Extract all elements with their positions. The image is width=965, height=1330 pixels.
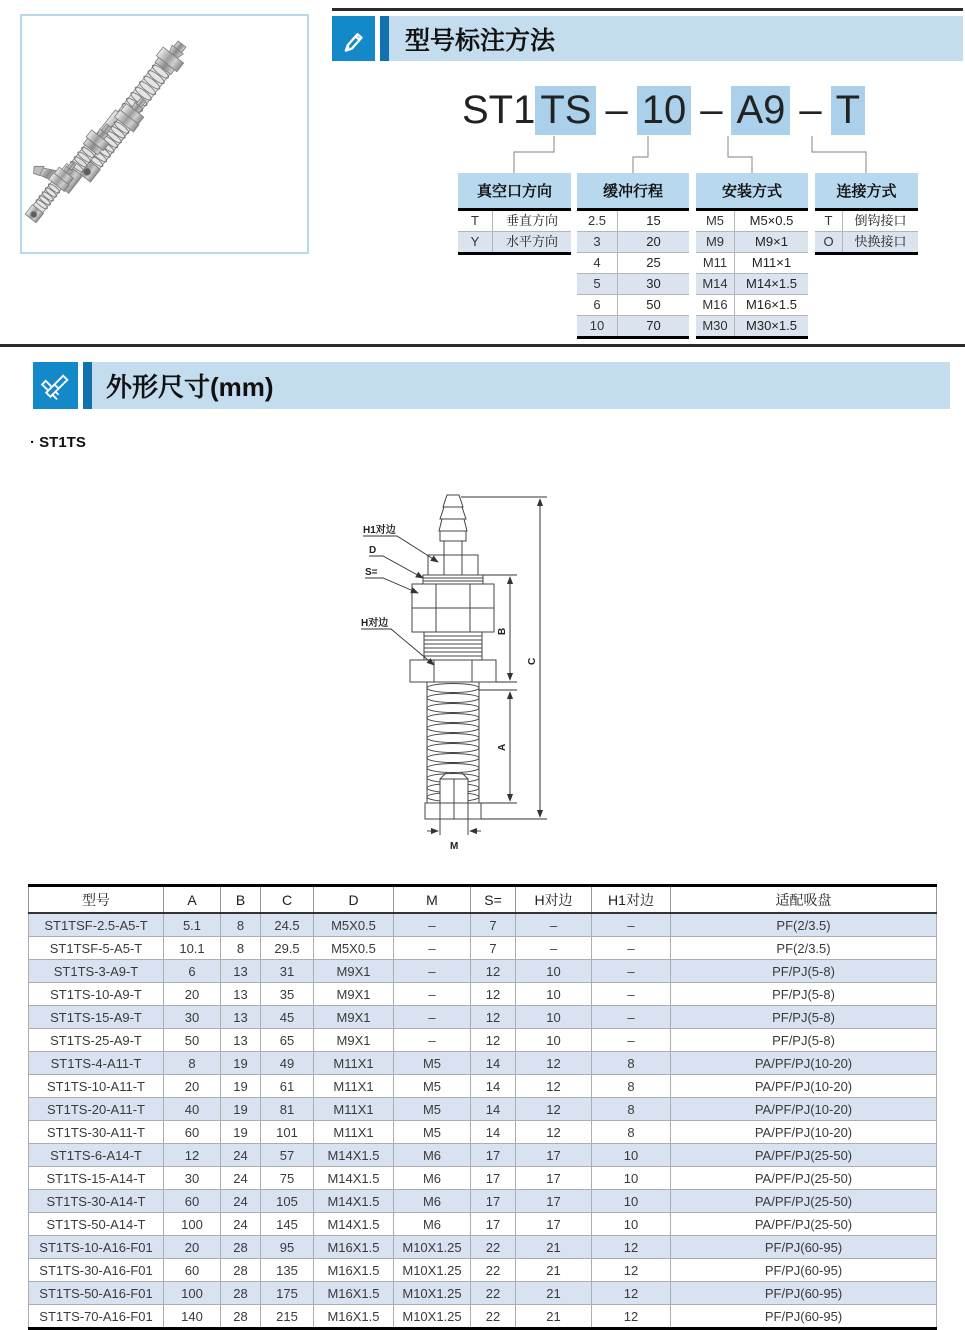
spec-cell: 101 — [261, 1121, 314, 1144]
spec-cell: ST1TS-70-A16-F01 — [29, 1305, 164, 1329]
naming-table-cell: T — [458, 211, 493, 231]
spec-cell: ST1TS-10-A9-T — [29, 983, 164, 1006]
spec-cell: – — [394, 1029, 471, 1052]
spec-cell: ST1TS-3-A9-T — [29, 960, 164, 983]
model-segment-mount: A9 — [731, 86, 790, 135]
spec-cell: M5 — [394, 1075, 471, 1098]
spec-col-header: H1对边 — [592, 886, 671, 914]
naming-section-title: 型号标注方法 — [405, 26, 556, 55]
naming-table-connection — [815, 173, 918, 255]
spec-cell: ST1TS-50-A16-F01 — [29, 1282, 164, 1305]
naming-table-title: 真空口方向 — [458, 173, 571, 211]
spec-cell: 17 — [516, 1190, 592, 1213]
spec-cell: 100 — [164, 1282, 221, 1305]
spec-cell: – — [394, 937, 471, 960]
naming-table-cell: M9 — [696, 232, 735, 252]
spec-cell: – — [592, 937, 671, 960]
spec-row — [29, 1236, 937, 1259]
spec-cell: 28 — [221, 1305, 261, 1329]
naming-table-cell: 垂直方向 — [505, 213, 558, 228]
spec-cell: 75 — [261, 1167, 314, 1190]
naming-table-row — [458, 232, 571, 255]
naming-table-cell: M14 — [696, 274, 735, 294]
naming-table-title: 安装方式 — [696, 173, 808, 211]
spec-cell: 12 — [592, 1259, 671, 1282]
naming-table-row — [458, 211, 571, 232]
naming-table-buffer-stroke — [577, 173, 689, 339]
naming-table-cell: 70 — [646, 318, 661, 333]
spec-cell: ST1TS-15-A9-T — [29, 1006, 164, 1029]
naming-table-row — [577, 295, 689, 316]
spec-cell: M14X1.5 — [314, 1213, 394, 1236]
naming-table-row — [577, 232, 689, 253]
naming-table-cell: M30×1.5 — [746, 318, 797, 333]
spec-cell: ST1TS-6-A14-T — [29, 1144, 164, 1167]
spec-cell: 8 — [592, 1098, 671, 1121]
header-accent-bar — [380, 16, 389, 61]
spec-row — [29, 1052, 937, 1075]
spec-cell: 10 — [592, 1144, 671, 1167]
spec-cell: PF/PJ(60-95) — [671, 1282, 937, 1305]
spec-row — [29, 937, 937, 960]
spec-cell: 95 — [261, 1236, 314, 1259]
spec-cell: PF(2/3.5) — [671, 937, 937, 960]
spec-cell: 60 — [164, 1121, 221, 1144]
spec-cell: M10X1.25 — [394, 1305, 471, 1329]
naming-section-header — [389, 16, 963, 61]
spec-cell: 21 — [516, 1305, 592, 1329]
spec-cell: 19 — [221, 1052, 261, 1075]
spec-cell: 8 — [592, 1121, 671, 1144]
spec-row — [29, 1282, 937, 1305]
naming-table-cell: 倒钩接口 — [854, 213, 907, 228]
spec-cell: PF/PJ(60-95) — [671, 1236, 937, 1259]
naming-table-mounting — [696, 173, 808, 339]
naming-table-cell: 25 — [646, 255, 661, 270]
drawing-label-h: H对边 — [361, 618, 389, 629]
spec-cell: M16X1.5 — [314, 1259, 394, 1282]
model-separator: – — [799, 88, 822, 132]
naming-table-row — [696, 316, 808, 339]
spec-cell: 7 — [471, 913, 516, 937]
spec-cell: M5X0.5 — [314, 913, 394, 937]
spec-cell: 12 — [592, 1282, 671, 1305]
spec-cell: 24 — [221, 1213, 261, 1236]
spec-cell: 10 — [516, 1006, 592, 1029]
product-photo-image — [22, 16, 307, 252]
spec-cell: 12 — [516, 1052, 592, 1075]
spec-cell: 12 — [471, 1006, 516, 1029]
naming-table-row — [696, 274, 808, 295]
spec-cell: M6 — [394, 1144, 471, 1167]
spec-cell: ST1TS-4-A11-T — [29, 1052, 164, 1075]
spec-cell: 12 — [471, 960, 516, 983]
spec-cell: 20 — [164, 1236, 221, 1259]
spec-cell: 10.1 — [164, 937, 221, 960]
spec-cell: 145 — [261, 1213, 314, 1236]
naming-table-title: 缓冲行程 — [577, 173, 689, 211]
naming-table-cell: 30 — [646, 276, 661, 291]
spec-cell: 28 — [221, 1259, 261, 1282]
spec-cell: M5 — [394, 1121, 471, 1144]
naming-table-vacuum-direction — [458, 173, 571, 255]
spec-cell: 6 — [164, 960, 221, 983]
dimensions-section-header — [92, 362, 950, 409]
spec-cell: ST1TSF-2.5-A5-T — [29, 913, 164, 937]
spec-cell: PF/PJ(5-8) — [671, 1006, 937, 1029]
product-photo — [20, 14, 309, 254]
spec-cell: 57 — [261, 1144, 314, 1167]
spec-cell: M11X1 — [314, 1121, 394, 1144]
pencil-icon — [332, 16, 375, 61]
spec-cell: 17 — [471, 1213, 516, 1236]
spec-cell: 60 — [164, 1190, 221, 1213]
spec-cell: 215 — [261, 1305, 314, 1329]
spec-cell: 81 — [261, 1098, 314, 1121]
naming-table-row — [696, 253, 808, 274]
spec-cell: 20 — [164, 983, 221, 1006]
naming-table-cell: 4 — [577, 253, 618, 273]
spec-cell: PA/PF/PJ(10-20) — [671, 1121, 937, 1144]
spec-cell: 21 — [516, 1259, 592, 1282]
spec-cell: PA/PF/PJ(25-50) — [671, 1167, 937, 1190]
spec-row — [29, 983, 937, 1006]
spec-cell: M10X1.25 — [394, 1259, 471, 1282]
spec-cell: M11X1 — [314, 1098, 394, 1121]
naming-table-cell: 50 — [646, 297, 661, 312]
naming-table-row — [577, 274, 689, 295]
spec-cell: – — [516, 913, 592, 937]
naming-table-cell: M5 — [696, 211, 735, 231]
spec-cell: 50 — [164, 1029, 221, 1052]
spec-cell: – — [592, 960, 671, 983]
spec-cell: 21 — [516, 1282, 592, 1305]
spec-cell: 10 — [516, 960, 592, 983]
spec-cell: M5X0.5 — [314, 937, 394, 960]
naming-table-cell: 15 — [646, 213, 661, 228]
spec-cell: 13 — [221, 1029, 261, 1052]
model-segment-connect: T — [831, 86, 865, 135]
spec-cell: 5.1 — [164, 913, 221, 937]
spec-cell: 13 — [221, 960, 261, 983]
spec-cell: 13 — [221, 1006, 261, 1029]
spec-cell: PF/PJ(5-8) — [671, 983, 937, 1006]
spec-cell: PF/PJ(5-8) — [671, 960, 937, 983]
spec-cell: 22 — [471, 1259, 516, 1282]
spec-cell: 19 — [221, 1075, 261, 1098]
spec-cell: 21 — [516, 1236, 592, 1259]
spec-cell: ST1TS-10-A16-F01 — [29, 1236, 164, 1259]
spec-cell: ST1TS-30-A16-F01 — [29, 1259, 164, 1282]
spec-cell: PF/PJ(60-95) — [671, 1305, 937, 1329]
spec-cell: 17 — [471, 1190, 516, 1213]
naming-table-row — [577, 253, 689, 274]
spec-cell: 12 — [516, 1098, 592, 1121]
spec-row — [29, 1029, 937, 1052]
section-divider-rule — [0, 344, 965, 347]
spec-cell: – — [394, 913, 471, 937]
spec-cell: M14X1.5 — [314, 1190, 394, 1213]
spec-cell: M16X1.5 — [314, 1282, 394, 1305]
naming-table-cell: M11×1 — [751, 255, 792, 270]
spec-row — [29, 1167, 937, 1190]
spec-cell: ST1TS-25-A9-T — [29, 1029, 164, 1052]
spec-row — [29, 1121, 937, 1144]
spec-cell: 17 — [471, 1144, 516, 1167]
naming-table-row — [696, 295, 808, 316]
spec-col-header: B — [221, 886, 261, 914]
naming-table-row — [696, 211, 808, 232]
naming-table-cell: M9×1 — [755, 234, 788, 249]
spec-cell: ST1TS-20-A11-T — [29, 1098, 164, 1121]
spec-cell: 10 — [592, 1190, 671, 1213]
spec-cell: M9X1 — [314, 960, 394, 983]
spec-cell: 10 — [516, 1029, 592, 1052]
spec-cell: PF/PJ(60-95) — [671, 1259, 937, 1282]
spec-cell: 10 — [516, 983, 592, 1006]
naming-table-cell: M30 — [696, 316, 735, 336]
spec-cell: 35 — [261, 983, 314, 1006]
naming-table-row — [815, 211, 918, 232]
model-code — [462, 86, 865, 135]
spec-cell: 28 — [221, 1236, 261, 1259]
spec-cell: 17 — [516, 1213, 592, 1236]
naming-table-row — [815, 232, 918, 255]
spec-cell: – — [394, 1006, 471, 1029]
spec-cell: PA/PF/PJ(25-50) — [671, 1144, 937, 1167]
spec-cell: 8 — [592, 1052, 671, 1075]
spec-row — [29, 1259, 937, 1282]
spec-cell: 135 — [261, 1259, 314, 1282]
spec-cell: 10 — [592, 1213, 671, 1236]
spec-cell: 8 — [221, 937, 261, 960]
drawing-dim-c: C — [527, 657, 538, 665]
spec-cell: 12 — [592, 1236, 671, 1259]
spec-cell: 49 — [261, 1052, 314, 1075]
spec-cell: 24 — [221, 1190, 261, 1213]
spec-cell: 140 — [164, 1305, 221, 1329]
spec-cell: M10X1.25 — [394, 1282, 471, 1305]
spec-row — [29, 1213, 937, 1236]
model-prefix: ST1 — [462, 88, 536, 132]
spec-cell: – — [592, 1029, 671, 1052]
spec-cell: M16X1.5 — [314, 1236, 394, 1259]
spec-col-header: M — [394, 886, 471, 914]
spec-cell: 22 — [471, 1282, 516, 1305]
spec-col-header: S= — [471, 886, 516, 914]
naming-table-cell: 水平方向 — [505, 234, 558, 249]
spec-cell: 12 — [592, 1305, 671, 1329]
spec-cell: 40 — [164, 1098, 221, 1121]
naming-table-cell: M14×1.5 — [746, 276, 797, 291]
spec-header-row — [29, 886, 937, 914]
spec-cell: M9X1 — [314, 983, 394, 1006]
top-rule — [332, 8, 963, 11]
naming-table-cell: 快换接口 — [854, 234, 907, 249]
drawing-dim-b: B — [497, 627, 508, 635]
spec-row — [29, 1006, 937, 1029]
spec-cell: M6 — [394, 1213, 471, 1236]
spec-cell: 61 — [261, 1075, 314, 1098]
spec-cell: PF/PJ(5-8) — [671, 1029, 937, 1052]
spec-cell: ST1TS-30-A11-T — [29, 1121, 164, 1144]
naming-table-cell: O — [815, 232, 843, 252]
spec-cell: 12 — [471, 983, 516, 1006]
spec-cell: 29.5 — [261, 937, 314, 960]
spec-cell: 14 — [471, 1052, 516, 1075]
spec-cell: 12 — [516, 1075, 592, 1098]
spec-cell: 17 — [471, 1167, 516, 1190]
spec-cell: M11X1 — [314, 1075, 394, 1098]
spec-cell: 7 — [471, 937, 516, 960]
spec-cell: 24 — [221, 1144, 261, 1167]
spec-col-header: A — [164, 886, 221, 914]
model-separator: – — [700, 88, 723, 132]
spec-cell: 12 — [471, 1029, 516, 1052]
spec-cell: PA/PF/PJ(25-50) — [671, 1190, 937, 1213]
spec-cell: PA/PF/PJ(25-50) — [671, 1213, 937, 1236]
spec-cell: 8 — [221, 913, 261, 937]
spec-cell: 24.5 — [261, 913, 314, 937]
spec-cell: M11X1 — [314, 1052, 394, 1075]
spec-col-header: D — [314, 886, 394, 914]
naming-table-cell: M16×1.5 — [746, 297, 797, 312]
naming-table-row — [577, 211, 689, 232]
spec-cell: 20 — [164, 1075, 221, 1098]
spec-cell: ST1TS-15-A14-T — [29, 1167, 164, 1190]
spec-cell: M14X1.5 — [314, 1144, 394, 1167]
spec-col-header: 适配吸盘 — [671, 886, 937, 914]
spec-cell: 65 — [261, 1029, 314, 1052]
naming-table-cell: T — [815, 211, 843, 231]
spec-cell: 30 — [164, 1006, 221, 1029]
naming-table-cell: 20 — [646, 234, 661, 249]
naming-table-cell: M16 — [696, 295, 735, 315]
spec-cell: 175 — [261, 1282, 314, 1305]
spec-cell: PF(2/3.5) — [671, 913, 937, 937]
spec-cell: M5 — [394, 1098, 471, 1121]
naming-table-cell: 10 — [577, 316, 618, 336]
spec-cell: 12 — [516, 1121, 592, 1144]
spec-cell: – — [592, 913, 671, 937]
spec-cell: 17 — [516, 1167, 592, 1190]
spec-cell: 45 — [261, 1006, 314, 1029]
spec-cell: – — [516, 937, 592, 960]
spec-row — [29, 1144, 937, 1167]
naming-table-cell: 2.5 — [577, 211, 618, 231]
spec-cell: M10X1.25 — [394, 1236, 471, 1259]
naming-table-title: 连接方式 — [815, 173, 918, 211]
drawing-dim-a: A — [497, 743, 508, 751]
spec-cell: ST1TS-10-A11-T — [29, 1075, 164, 1098]
spec-row — [29, 913, 937, 937]
spec-cell: 19 — [221, 1121, 261, 1144]
spec-row — [29, 960, 937, 983]
spec-col-header: 型号 — [29, 886, 164, 914]
spec-cell: 22 — [471, 1236, 516, 1259]
spec-cell: 30 — [164, 1167, 221, 1190]
spec-cell: – — [592, 1006, 671, 1029]
spec-cell: M5 — [394, 1052, 471, 1075]
spec-cell: 10 — [592, 1167, 671, 1190]
spec-cell: M6 — [394, 1167, 471, 1190]
spec-col-header: H对边 — [516, 886, 592, 914]
spec-cell: PA/PF/PJ(10-20) — [671, 1075, 937, 1098]
spec-cell: 13 — [221, 983, 261, 1006]
spec-cell: ST1TSF-5-A5-T — [29, 937, 164, 960]
spec-cell: M9X1 — [314, 1006, 394, 1029]
model-separator: – — [605, 88, 628, 132]
series-label: · ST1TS — [30, 434, 86, 451]
drawing-dim-m: M — [450, 841, 459, 852]
spec-cell: 17 — [516, 1144, 592, 1167]
spec-cell: M14X1.5 — [314, 1167, 394, 1190]
spec-col-header: C — [261, 886, 314, 914]
model-segment-vacuum: TS — [535, 86, 596, 135]
spec-row — [29, 1075, 937, 1098]
spec-row — [29, 1098, 937, 1121]
naming-table-cell: Y — [458, 232, 493, 252]
model-segment-stroke: 10 — [637, 86, 692, 135]
drawing-label-d: D — [369, 545, 377, 556]
spec-cell: PA/PF/PJ(10-20) — [671, 1052, 937, 1075]
spec-row — [29, 1190, 937, 1213]
spec-cell: 8 — [592, 1075, 671, 1098]
spec-cell: PA/PF/PJ(10-20) — [671, 1098, 937, 1121]
spec-cell: 14 — [471, 1121, 516, 1144]
naming-table-cell: 5 — [577, 274, 618, 294]
technical-drawing — [335, 483, 665, 863]
spec-cell: 12 — [164, 1144, 221, 1167]
spec-cell: 19 — [221, 1098, 261, 1121]
spec-cell: 100 — [164, 1213, 221, 1236]
spec-cell: M16X1.5 — [314, 1305, 394, 1329]
spec-cell: M6 — [394, 1190, 471, 1213]
naming-table-cell: 6 — [577, 295, 618, 315]
spec-cell: – — [394, 983, 471, 1006]
caliper-icon — [33, 362, 78, 409]
spec-cell: 14 — [471, 1098, 516, 1121]
spec-cell: ST1TS-50-A14-T — [29, 1213, 164, 1236]
naming-table-cell: M11 — [696, 253, 735, 273]
spec-cell: – — [394, 960, 471, 983]
naming-table-row — [696, 232, 808, 253]
spec-cell: ST1TS-30-A14-T — [29, 1190, 164, 1213]
spec-cell: 24 — [221, 1167, 261, 1190]
header-accent-bar — [83, 362, 92, 409]
spec-cell: 105 — [261, 1190, 314, 1213]
spec-cell: 31 — [261, 960, 314, 983]
naming-table-row — [577, 316, 689, 339]
spec-cell: 8 — [164, 1052, 221, 1075]
spec-cell: M9X1 — [314, 1029, 394, 1052]
spec-table — [28, 884, 937, 1330]
drawing-label-s: S= — [365, 567, 378, 578]
spec-cell: 14 — [471, 1075, 516, 1098]
dimensions-section-title: 外形尺寸(mm) — [106, 372, 274, 402]
naming-table-cell: M5×0.5 — [749, 213, 794, 228]
spec-cell: – — [592, 983, 671, 1006]
spec-cell: 22 — [471, 1305, 516, 1329]
naming-table-cell: 3 — [577, 232, 618, 252]
spec-cell: 60 — [164, 1259, 221, 1282]
spec-cell: 28 — [221, 1282, 261, 1305]
drawing-label-h1: H1对边 — [363, 525, 396, 536]
